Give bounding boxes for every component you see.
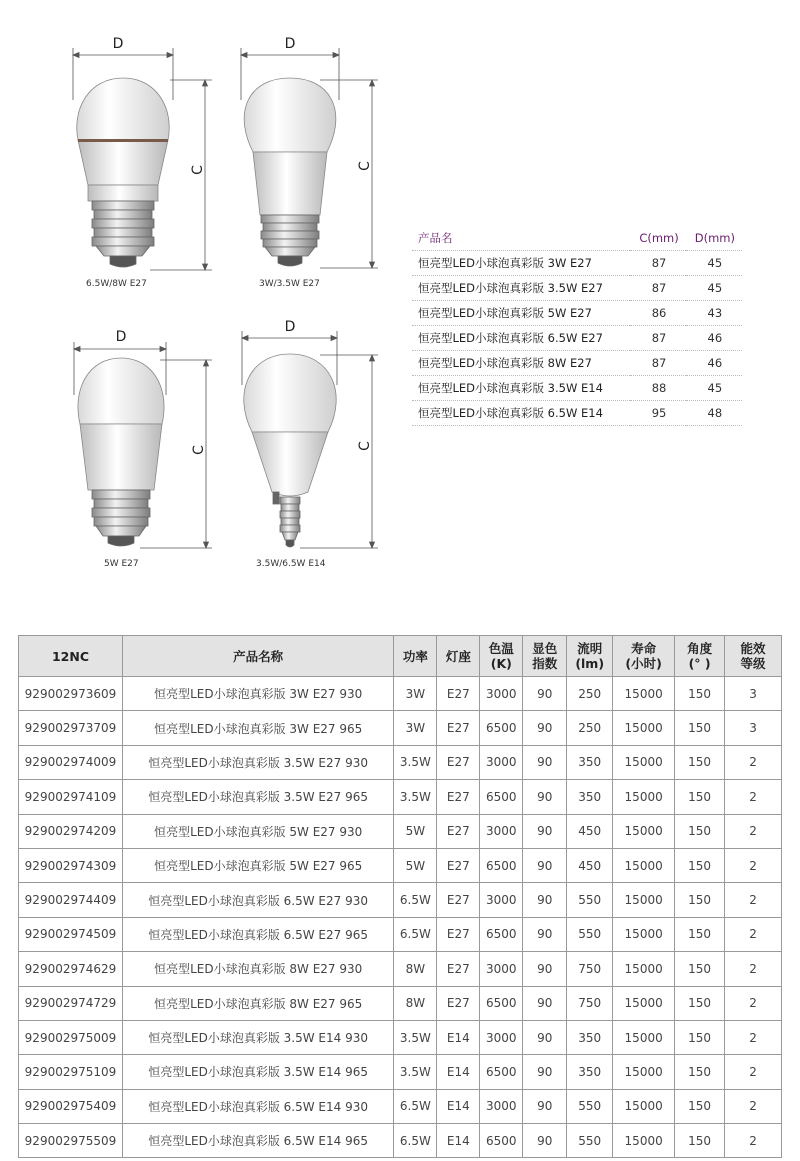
cell-c-mm: 95: [630, 401, 685, 426]
cell-efficiency: 3: [725, 677, 782, 711]
cell-efficiency: 2: [725, 745, 782, 779]
cell-base: E27: [437, 883, 480, 917]
cell-cri: 90: [523, 917, 567, 951]
cell-flux: 450: [567, 814, 613, 848]
cell-life: 15000: [613, 1124, 675, 1158]
header-flux-line2: (lm): [575, 656, 605, 671]
dimension-c-label: C: [191, 445, 207, 455]
cell-c-mm: 87: [630, 351, 685, 376]
cell-12nc: 929002974109: [19, 780, 123, 814]
cell-flux: 350: [567, 1055, 613, 1089]
cell-12nc: 929002974009: [19, 745, 123, 779]
cell-cri: 90: [523, 1089, 567, 1123]
cell-angle: 150: [675, 952, 725, 986]
spec-table-row: [19, 848, 782, 882]
dimension-table-row: [412, 401, 742, 426]
dimension-d-label: D: [284, 36, 296, 52]
cell-angle: 150: [675, 986, 725, 1020]
cell-angle: 150: [675, 1055, 725, 1089]
cell-cct: 3000: [480, 1020, 523, 1054]
cell-efficiency: 2: [725, 1020, 782, 1054]
cell-d-mm: 43: [686, 301, 742, 326]
header-flux: [567, 636, 613, 677]
cell-12nc: 929002975509: [19, 1124, 123, 1158]
cell-flux: 550: [567, 883, 613, 917]
spec-table-row: [19, 814, 782, 848]
cell-cct: 3000: [480, 1089, 523, 1123]
dimension-table-row: [412, 351, 742, 376]
cell-flux: 750: [567, 986, 613, 1020]
cell-flux: 550: [567, 1089, 613, 1123]
cell-d-mm: 46: [686, 351, 742, 376]
cell-efficiency: 2: [725, 917, 782, 951]
dimension-table-row: [412, 251, 742, 276]
cell-12nc: 929002974409: [19, 883, 123, 917]
cell-efficiency: 2: [725, 780, 782, 814]
cell-d-mm: 48: [686, 401, 742, 426]
dimension-c-label: C: [357, 441, 373, 451]
cell-product-name: 恒亮型LED小球泡真彩版 3.5W E14 965: [122, 1055, 393, 1089]
spec-table-row: [19, 952, 782, 986]
bulb-caption: 3W/3.5W E27: [259, 279, 320, 289]
cell-base: E27: [437, 814, 480, 848]
cell-efficiency: 3: [725, 711, 782, 745]
spec-table-row: [19, 1124, 782, 1158]
cell-d-mm: 45: [686, 376, 742, 401]
cell-flux: 550: [567, 1124, 613, 1158]
cell-flux: 550: [567, 917, 613, 951]
header-cri: [523, 636, 567, 677]
cell-power: 6.5W: [394, 1089, 437, 1123]
header-angle: [675, 636, 725, 677]
cell-angle: 150: [675, 883, 725, 917]
cell-cri: 90: [523, 780, 567, 814]
cell-product-name: 恒亮型LED小球泡真彩版 6.5W E14: [412, 401, 630, 426]
cell-cct: 3000: [480, 745, 523, 779]
cell-cct: 6500: [480, 780, 523, 814]
dimension-table-row: [412, 276, 742, 301]
cell-efficiency: 2: [725, 1089, 782, 1123]
cell-life: 15000: [613, 986, 675, 1020]
cell-angle: 150: [675, 745, 725, 779]
cell-cri: 90: [523, 711, 567, 745]
cell-product-name: 恒亮型LED小球泡真彩版 5W E27: [412, 301, 630, 326]
cell-power: 3W: [394, 711, 437, 745]
cell-cct: 6500: [480, 1055, 523, 1089]
cell-angle: 150: [675, 1124, 725, 1158]
cell-angle: 150: [675, 917, 725, 951]
cell-base: E27: [437, 986, 480, 1020]
cell-product-name: 恒亮型LED小球泡真彩版 3.5W E27: [412, 276, 630, 301]
cell-base: E14: [437, 1089, 480, 1123]
cell-cct: 6500: [480, 917, 523, 951]
cell-angle: 150: [675, 677, 725, 711]
cell-product-name: 恒亮型LED小球泡真彩版 8W E27 965: [122, 986, 393, 1020]
header-product-name: 产品名: [412, 226, 630, 251]
cell-product-name: 恒亮型LED小球泡真彩版 6.5W E14 965: [122, 1124, 393, 1158]
cell-product-name: 恒亮型LED小球泡真彩版 3W E27 965: [122, 711, 393, 745]
dimension-d-label: D: [284, 319, 296, 335]
cell-12nc: 929002973709: [19, 711, 123, 745]
header-cct-line2: (K): [490, 656, 512, 671]
cell-12nc: 929002974629: [19, 952, 123, 986]
dimension-table-row: [412, 376, 742, 401]
cell-cri: 90: [523, 814, 567, 848]
cell-power: 6.5W: [394, 883, 437, 917]
header-cct-line1: 色温: [488, 641, 514, 656]
dimension-table-row: [412, 301, 742, 326]
spec-table-row: [19, 677, 782, 711]
cell-power: 3.5W: [394, 780, 437, 814]
cell-cct: 3000: [480, 883, 523, 917]
cell-power: 5W: [394, 814, 437, 848]
spec-table-header: [19, 636, 782, 677]
cell-product-name: 恒亮型LED小球泡真彩版 3.5W E27 965: [122, 780, 393, 814]
header-efficiency: [725, 636, 782, 677]
cell-life: 15000: [613, 1055, 675, 1089]
cell-cri: 90: [523, 745, 567, 779]
cell-base: E14: [437, 1124, 480, 1158]
cell-efficiency: 2: [725, 848, 782, 882]
cell-base: E27: [437, 780, 480, 814]
cell-cct: 3000: [480, 677, 523, 711]
cell-cri: 90: [523, 883, 567, 917]
cell-cri: 90: [523, 1055, 567, 1089]
cell-product-name: 恒亮型LED小球泡真彩版 8W E27: [412, 351, 630, 376]
dimension-c-label: C: [357, 161, 373, 171]
header-life: [613, 636, 675, 677]
cell-life: 15000: [613, 677, 675, 711]
dimension-table: [412, 226, 742, 426]
cell-product-name: 恒亮型LED小球泡真彩版 3.5W E14 930: [122, 1020, 393, 1054]
cell-efficiency: 2: [725, 1124, 782, 1158]
cell-power: 8W: [394, 952, 437, 986]
bulb-drawing-5w-e27: [74, 329, 212, 569]
cell-d-mm: 45: [686, 276, 742, 301]
cell-cct: 6500: [480, 711, 523, 745]
header-d-mm: D(mm): [686, 226, 742, 251]
header-life-line2: (小时): [625, 656, 662, 671]
spec-table-row: [19, 917, 782, 951]
cell-flux: 250: [567, 677, 613, 711]
dimension-d-label: D: [115, 329, 127, 345]
header-power: 功率: [394, 636, 437, 677]
header-base: 灯座: [437, 636, 480, 677]
cell-cct: 3000: [480, 814, 523, 848]
cell-c-mm: 86: [630, 301, 685, 326]
cell-12nc: 929002973609: [19, 677, 123, 711]
cell-base: E27: [437, 848, 480, 882]
cell-product-name: 恒亮型LED小球泡真彩版 3W E27 930: [122, 677, 393, 711]
cell-efficiency: 2: [725, 883, 782, 917]
bulb-drawing-3-5w-6-5w-e14: [242, 319, 378, 569]
cell-product-name: 恒亮型LED小球泡真彩版 3.5W E14: [412, 376, 630, 401]
cell-power: 6.5W: [394, 917, 437, 951]
cell-life: 15000: [613, 917, 675, 951]
cell-angle: 150: [675, 1089, 725, 1123]
cell-c-mm: 88: [630, 376, 685, 401]
header-angle-line2: (° ): [688, 656, 711, 671]
header-life-line1: 寿命: [631, 641, 657, 656]
cell-cri: 90: [523, 848, 567, 882]
cell-efficiency: 2: [725, 1055, 782, 1089]
cell-life: 15000: [613, 780, 675, 814]
cell-cri: 90: [523, 1124, 567, 1158]
spec-table-row: [19, 1055, 782, 1089]
cell-power: 5W: [394, 848, 437, 882]
cell-cri: 90: [523, 986, 567, 1020]
bulb-drawing-3w-3-5w-e27: [241, 36, 378, 289]
cell-angle: 150: [675, 711, 725, 745]
cell-product-name: 恒亮型LED小球泡真彩版 6.5W E27 930: [122, 883, 393, 917]
cell-base: E27: [437, 677, 480, 711]
cell-flux: 450: [567, 848, 613, 882]
cell-life: 15000: [613, 952, 675, 986]
cell-cri: 90: [523, 952, 567, 986]
header-cri-line1: 显色: [532, 641, 558, 656]
cell-efficiency: 2: [725, 986, 782, 1020]
cell-life: 15000: [613, 1020, 675, 1054]
header-cct: [480, 636, 523, 677]
cell-flux: 350: [567, 780, 613, 814]
spec-table-row: [19, 986, 782, 1020]
bulb-drawings: [0, 0, 400, 600]
cell-c-mm: 87: [630, 276, 685, 301]
cell-life: 15000: [613, 1089, 675, 1123]
bulb-caption: 3.5W/6.5W E14: [256, 559, 326, 569]
cell-cri: 90: [523, 1020, 567, 1054]
cell-power: 3W: [394, 677, 437, 711]
spec-table-row: [19, 883, 782, 917]
cell-life: 15000: [613, 711, 675, 745]
spec-table: [18, 635, 782, 1158]
cell-power: 6.5W: [394, 1124, 437, 1158]
cell-product-name: 恒亮型LED小球泡真彩版 5W E27 930: [122, 814, 393, 848]
dimension-d-label: D: [112, 36, 124, 52]
cell-product-name: 恒亮型LED小球泡真彩版 3W E27: [412, 251, 630, 276]
bulb-drawing-6-5w-8w-e27: [73, 36, 212, 289]
cell-cct: 6500: [480, 848, 523, 882]
spec-table-row: [19, 745, 782, 779]
cell-cct: 3000: [480, 952, 523, 986]
cell-product-name: 恒亮型LED小球泡真彩版 8W E27 930: [122, 952, 393, 986]
cell-product-name: 恒亮型LED小球泡真彩版 5W E27 965: [122, 848, 393, 882]
cell-power: 3.5W: [394, 1055, 437, 1089]
cell-flux: 750: [567, 952, 613, 986]
cell-product-name: 恒亮型LED小球泡真彩版 6.5W E14 930: [122, 1089, 393, 1123]
header-product-name: 产品名称: [122, 636, 393, 677]
header-angle-line1: 角度: [687, 641, 713, 656]
cell-power: 8W: [394, 986, 437, 1020]
cell-12nc: 929002975009: [19, 1020, 123, 1054]
cell-life: 15000: [613, 814, 675, 848]
cell-cct: 6500: [480, 986, 523, 1020]
header-efficiency-line2: 等级: [740, 656, 766, 671]
cell-product-name: 恒亮型LED小球泡真彩版 6.5W E27 965: [122, 917, 393, 951]
header-12nc: 12NC: [19, 636, 123, 677]
cell-angle: 150: [675, 1020, 725, 1054]
spec-table-row: [19, 1020, 782, 1054]
cell-12nc: 929002974509: [19, 917, 123, 951]
bulb-caption: 5W E27: [104, 559, 139, 569]
cell-c-mm: 87: [630, 251, 685, 276]
cell-angle: 150: [675, 848, 725, 882]
cell-life: 15000: [613, 745, 675, 779]
cell-d-mm: 45: [686, 251, 742, 276]
spec-table-row: [19, 780, 782, 814]
cell-efficiency: 2: [725, 814, 782, 848]
header-efficiency-line1: 能效: [740, 641, 766, 656]
cell-efficiency: 2: [725, 952, 782, 986]
cell-base: E27: [437, 917, 480, 951]
cell-angle: 150: [675, 780, 725, 814]
cell-12nc: 929002975109: [19, 1055, 123, 1089]
cell-base: E14: [437, 1020, 480, 1054]
cell-cri: 90: [523, 677, 567, 711]
cell-flux: 250: [567, 711, 613, 745]
spec-table-row: [19, 1089, 782, 1123]
spec-table-row: [19, 711, 782, 745]
cell-d-mm: 46: [686, 326, 742, 351]
header-c-mm: C(mm): [630, 226, 685, 251]
dimension-table-row: [412, 326, 742, 351]
cell-power: 3.5W: [394, 745, 437, 779]
cell-12nc: 929002974729: [19, 986, 123, 1020]
dimension-table-header: [412, 226, 742, 251]
header-cri-line2: 指数: [532, 656, 558, 671]
cell-12nc: 929002975409: [19, 1089, 123, 1123]
cell-base: E27: [437, 711, 480, 745]
cell-flux: 350: [567, 745, 613, 779]
cell-power: 3.5W: [394, 1020, 437, 1054]
cell-12nc: 929002974309: [19, 848, 123, 882]
cell-base: E27: [437, 745, 480, 779]
cell-product-name: 恒亮型LED小球泡真彩版 3.5W E27 930: [122, 745, 393, 779]
cell-base: E27: [437, 952, 480, 986]
cell-cct: 6500: [480, 1124, 523, 1158]
cell-angle: 150: [675, 814, 725, 848]
cell-base: E14: [437, 1055, 480, 1089]
cell-life: 15000: [613, 848, 675, 882]
dimension-c-label: C: [190, 165, 206, 175]
bulb-caption: 6.5W/8W E27: [86, 279, 147, 289]
cell-product-name: 恒亮型LED小球泡真彩版 6.5W E27: [412, 326, 630, 351]
cell-flux: 350: [567, 1020, 613, 1054]
header-flux-line1: 流明: [577, 641, 603, 656]
cell-12nc: 929002974209: [19, 814, 123, 848]
cell-c-mm: 87: [630, 326, 685, 351]
cell-life: 15000: [613, 883, 675, 917]
